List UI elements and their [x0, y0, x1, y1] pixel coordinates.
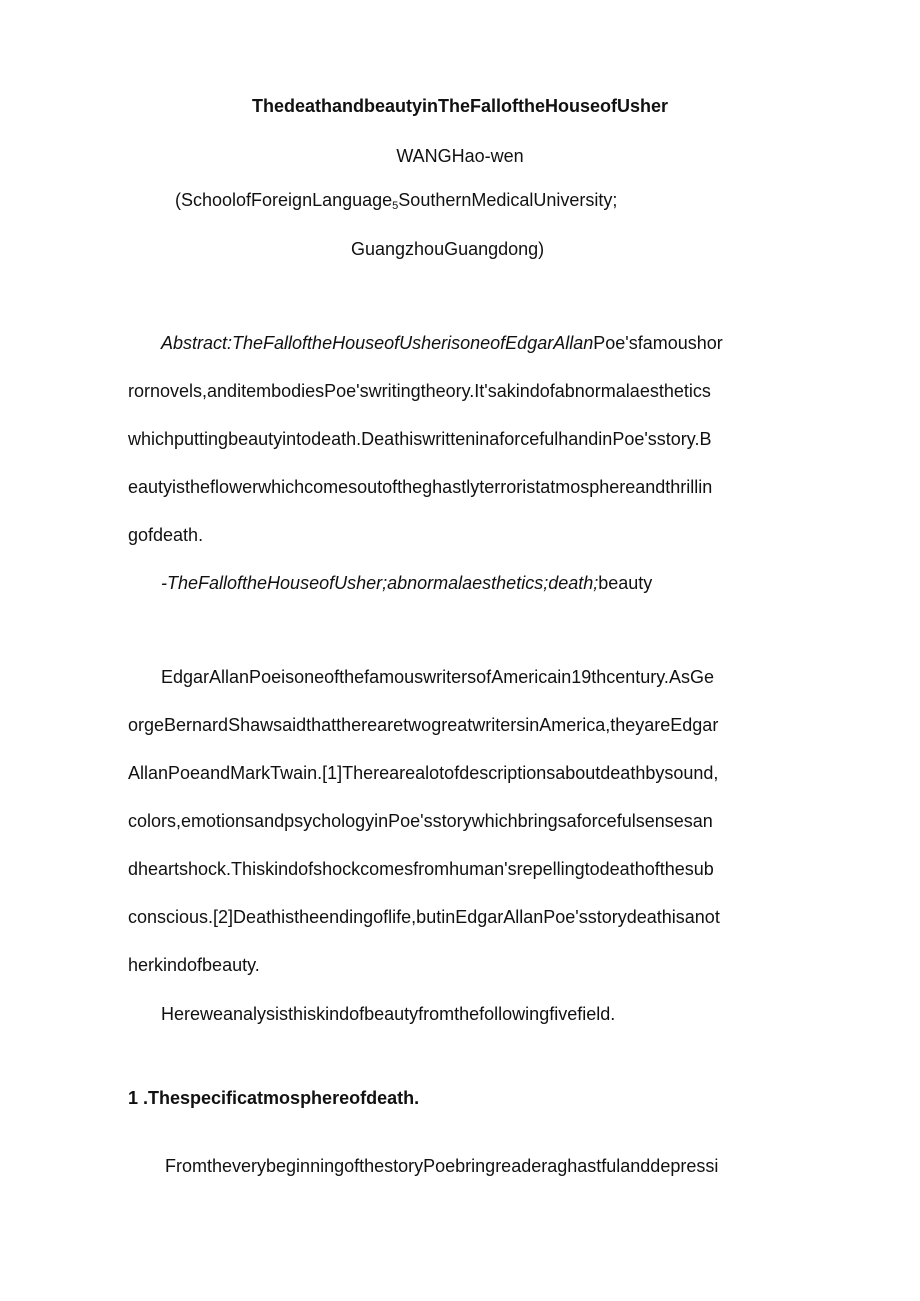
keywords-italic: -TheFalloftheHouseofUsher;abnormalaesthetics;death;	[161, 573, 599, 593]
section-1-first-line: FromtheverybeginningofthestoryPoebringreaderaghastfulanddepressi	[165, 1156, 719, 1176]
affiliation-school: (SchoolofForeignLanguage	[175, 190, 393, 210]
abstract-line-3: whichputtingbeautyintodeath.DeathiswritteninaforcefulhandinPoe'sstory.B	[128, 429, 712, 449]
affiliation-line-1	[175, 189, 617, 211]
affiliation-line-2: GuangzhouGuangdong)	[351, 239, 545, 259]
intro-line-4: colors,emotionsandpsychologyinPoe'sstorywhichbringsaforcefulsensesan	[128, 811, 713, 831]
paper-title: ThedeathandbeautyinTheFalloftheHouseofUsher	[251, 96, 669, 116]
abstract-line-1	[161, 332, 723, 354]
abstract-label: Abstract:TheFalloftheHouseofUsherisoneofEdgarAllan	[161, 333, 594, 353]
affiliation-university: SouthernMedicalUniversity;	[398, 190, 618, 210]
intro-line-2: orgeBernardShawsaidthattherearetwogreatwritersinAmerica,theyareEdgar	[128, 715, 719, 735]
analysis-line: Hereweanalysisthiskindofbeautyfromthefollowingfivefield.	[161, 1004, 616, 1024]
intro-line-1: EdgarAllanPoeisoneofthefamouswritersofAmericain19thcentury.AsGe	[161, 667, 714, 687]
intro-line-7: herkindofbeauty.	[128, 955, 260, 975]
intro-line-6: conscious.[2]Deathistheendingoflife,butinEdgarAllanPoe'sstorydeathisanot	[128, 907, 720, 927]
abstract-line-4: eautyistheflowerwhichcomesoutoftheghastlyterroristatmosphereandthrillin	[128, 477, 713, 497]
intro-line-3: AllanPoeandMarkTwain.[1]Therearealotofdescriptionsaboutdeathbysound,	[128, 763, 719, 783]
author-name: WANGHao-wen	[396, 146, 524, 166]
abstract-lead-rest: Poe'sfamoushor	[593, 333, 723, 353]
section-1-heading: 1 .Thespecificatmosphereofdeath.	[128, 1088, 420, 1108]
abstract-line-2: rornovels,anditembodiesPoe'swritingtheory.It'sakindofabnormalaesthetics	[128, 381, 711, 401]
intro-line-5: dheartshock.Thiskindofshockcomesfromhuman'srepellingtodeathofthesub	[128, 859, 714, 879]
abstract-line-5: gofdeath.	[128, 525, 204, 545]
affiliation-subscript: 5	[392, 200, 399, 212]
keywords-line	[161, 572, 652, 594]
keywords-rest: beauty	[598, 573, 653, 593]
